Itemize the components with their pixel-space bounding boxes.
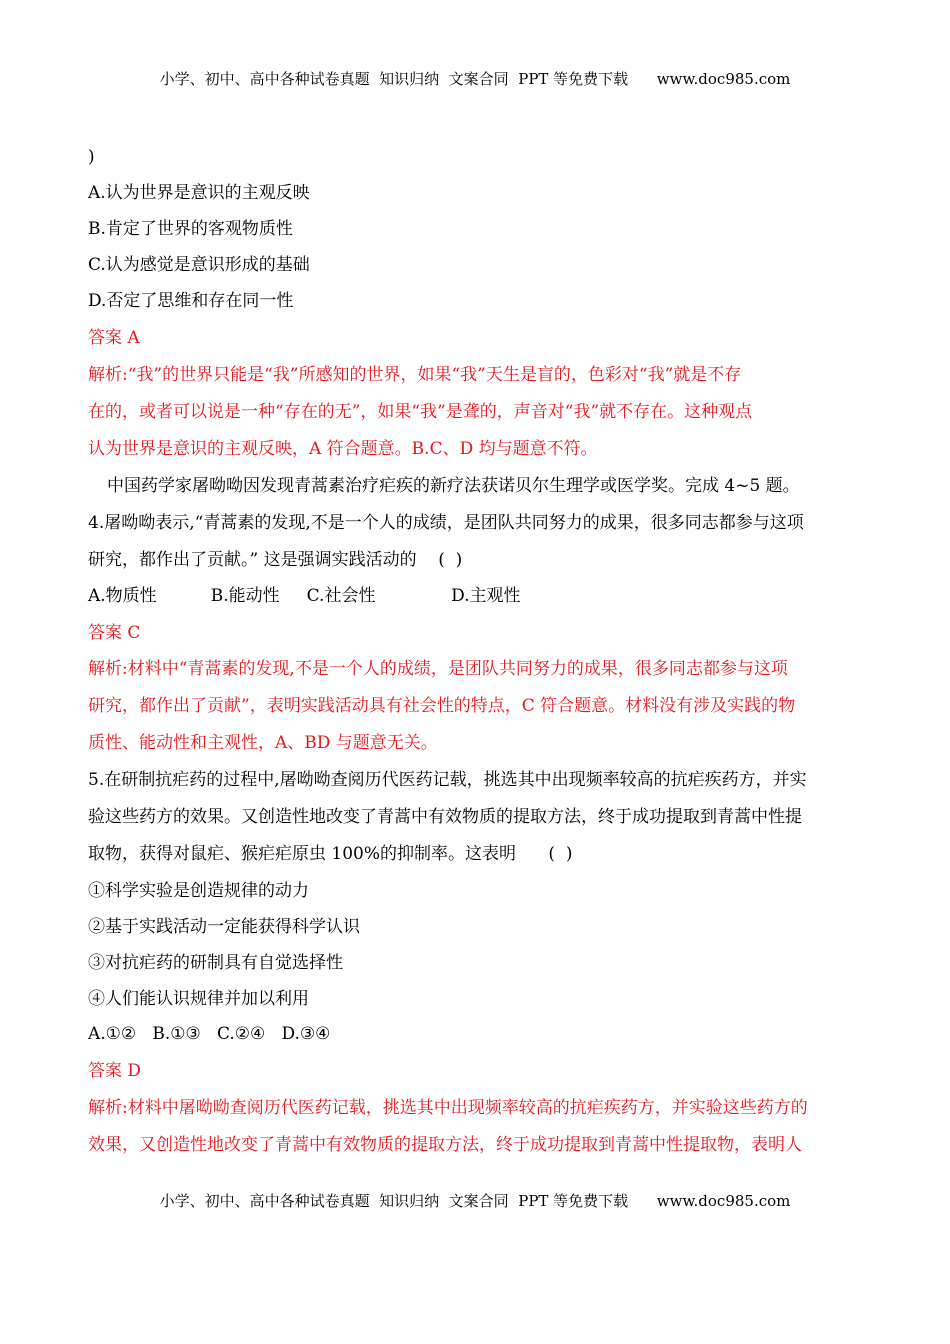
- question-3-analysis-line: 认为世界是意识的主观反映，A 符合题意。B.C、D 均与题意不符。: [88, 439, 598, 459]
- question-4-analysis-line: 研究，都作出了贡献”，表明实践活动具有社会性的特点，C 符合题意。材料没有涉及实践的物: [88, 696, 796, 716]
- question-3-analysis-line: 解析:“我”的世界只能是“我”所感知的世界，如果“我”天生是盲的，色彩对“我”就是不存: [88, 365, 742, 385]
- question-4-answer: 答案 C: [88, 623, 141, 643]
- page-header: 小学、初中、高中各种试卷真题 知识归纳 文案合同 PPT 等免费下载 www.doc985.com: [159, 70, 791, 88]
- material-intro: 中国药学家屠呦呦因发现青蒿素治疗疟疾的新疗法获诺贝尔生理学或医学奖。完成 4~5 题。: [107, 476, 800, 496]
- question-5-stem-line: 验这些药方的效果。又创造性地改变了青蒿中有效物质的提取方法，终于成功提取到青蒿中性提: [88, 807, 802, 827]
- question-5-statement-3: ③对抗疟药的研制具有自觉选择性: [88, 953, 343, 973]
- question-5-analysis-line: 效果，又创造性地改变了青蒿中有效物质的提取方法，终于成功提取到青蒿中性提取物，表明人: [88, 1135, 802, 1155]
- question-3-answer: 答案 A: [88, 328, 140, 348]
- question-5-analysis-line: 解析:材料中屠呦呦查阅历代医药记载，挑选其中出现频率较高的抗疟疾药方，并实验这些药方的: [88, 1098, 808, 1118]
- question-5-statement-4: ④人们能认识规律并加以利用: [88, 989, 309, 1009]
- question-3-option-b: B.肯定了世界的客观物质性: [88, 219, 293, 239]
- question-5-stem-line: 5.在研制抗疟药的过程中,屠呦呦查阅历代医药记载，挑选其中出现频率较高的抗疟疾药方，并实: [88, 770, 807, 790]
- question-3-analysis-line: 在的，或者可以说是一种“存在的无”，如果“我”是聋的，声音对“我”就不存在。这种观点: [88, 402, 753, 422]
- question-4-analysis-line: 质性、能动性和主观性，A、BD 与题意无关。: [88, 733, 438, 753]
- question-5-statement-1: ①科学实验是创造规律的动力: [88, 881, 309, 901]
- question-4-stem-line: 4.屠呦呦表示,“青蒿素的发现,不是一个人的成绩，是团队共同努力的成果，很多同志都参与这项: [88, 513, 804, 533]
- question-4-analysis-line: 解析:材料中“青蒿素的发现,不是一个人的成绩，是团队共同努力的成果，很多同志都参与这项: [88, 659, 788, 679]
- question-3-option-a: A.认为世界是意识的主观反映: [88, 183, 310, 203]
- question-5-answer: 答案 D: [88, 1061, 142, 1081]
- question-5-statement-2: ②基于实践活动一定能获得科学认识: [88, 917, 360, 937]
- question-3-option-d: D.否定了思维和存在同一性: [88, 291, 294, 311]
- question-5-options: A.①② B.①③ C.②④ D.③④: [88, 1024, 331, 1044]
- question-4-stem-line: 研究，都作出了贡献。” 这是强调实践活动的 ( ): [88, 550, 463, 570]
- question-4-options: A.物质性 B.能动性 C.社会性 D.主观性: [88, 586, 521, 606]
- page-footer: 小学、初中、高中各种试卷真题 知识归纳 文案合同 PPT 等免费下载 www.doc985.com: [159, 1192, 791, 1210]
- question-3-option-c: C.认为感觉是意识形成的基础: [88, 255, 310, 275]
- question-5-stem-line: 取物，获得对鼠疟、猴疟疟原虫 100%的抑制率。这表明 ( ): [88, 844, 573, 864]
- question-3-stem-tail: ): [88, 147, 95, 167]
